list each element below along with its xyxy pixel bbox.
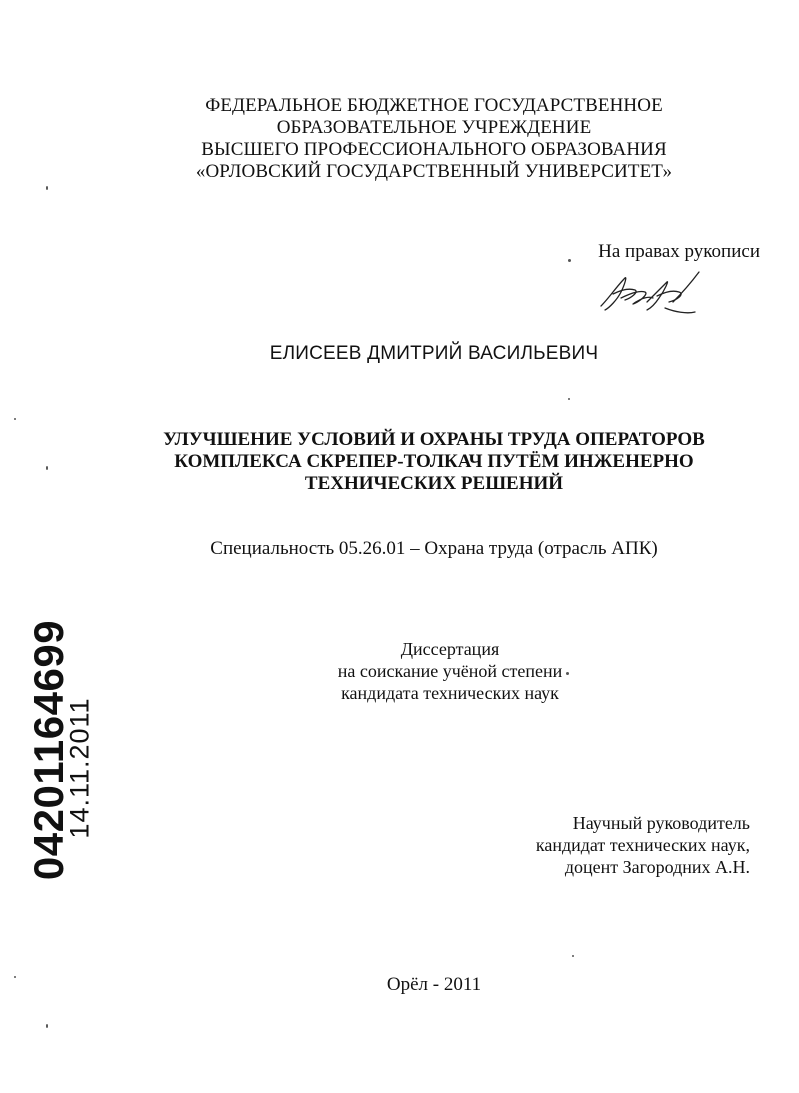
library-stamp-date: 14.11.2011 [64, 697, 95, 839]
handwritten-signature [595, 268, 705, 320]
author-name: ЕЛИСЕЕВ ДМИТРИЙ ВАСИЛЬЕВИЧ [269, 343, 599, 364]
supervisor-line: доцент Загородних А.Н. [564, 857, 750, 877]
degree-block [240, 638, 660, 704]
organization-line: ОБРАЗОВАТЕЛЬНОЕ УЧРЕЖДЕНИЕ [276, 117, 592, 138]
supervisor-block [470, 812, 750, 878]
organization-line: «ОРЛОВСКИЙ ГОСУДАРСТВЕННЫЙ УНИВЕРСИТЕТ» [195, 161, 673, 182]
specialty: Специальность 05.26.01 – Охрана труда (отрасль АПК) [210, 538, 658, 559]
library-stamp-number: 04201164699 [25, 619, 72, 881]
supervisor-line: кандидат технических наук, [535, 835, 750, 855]
title-line: УЛУЧШЕНИЕ УСЛОВИЙ И ОХРАНЫ ТРУДА ОПЕРАТОРОВ [163, 429, 705, 450]
scan-speck [46, 186, 48, 190]
supervisor-line: Научный руководитель [572, 813, 750, 833]
title-line: ТЕХНИЧЕСКИХ РЕШЕНИЙ [304, 473, 564, 494]
scan-speck [46, 1024, 48, 1028]
organization-line: ФЕДЕРАЛЬНОЕ БЮДЖЕТНОЕ ГОСУДАРСТВЕННОЕ [205, 95, 663, 116]
scan-speck [566, 672, 569, 675]
dissertation-title [80, 429, 788, 495]
degree-line: кандидата технических наук [341, 683, 559, 703]
scan-speck [46, 466, 48, 470]
organization-line: ВЫСШЕГО ПРОФЕССИОНАЛЬНОГО ОБРАЗОВАНИЯ [201, 139, 667, 160]
city-year: Орёл - 2011 [386, 974, 482, 995]
scan-speck [568, 259, 571, 262]
scan-speck [572, 955, 574, 957]
degree-line: Диссертация [400, 639, 500, 659]
organization-header [100, 95, 768, 183]
rights-note: На правах рукописи [598, 241, 760, 262]
title-line: КОМПЛЕКСА СКРЕПЕР-ТОЛКАЧ ПУТЁМ ИНЖЕНЕРНО [174, 451, 694, 472]
degree-line: на соискание учёной степени [337, 661, 563, 681]
scan-speck [568, 398, 570, 400]
scan-speck [14, 976, 16, 978]
scan-speck [14, 418, 16, 420]
